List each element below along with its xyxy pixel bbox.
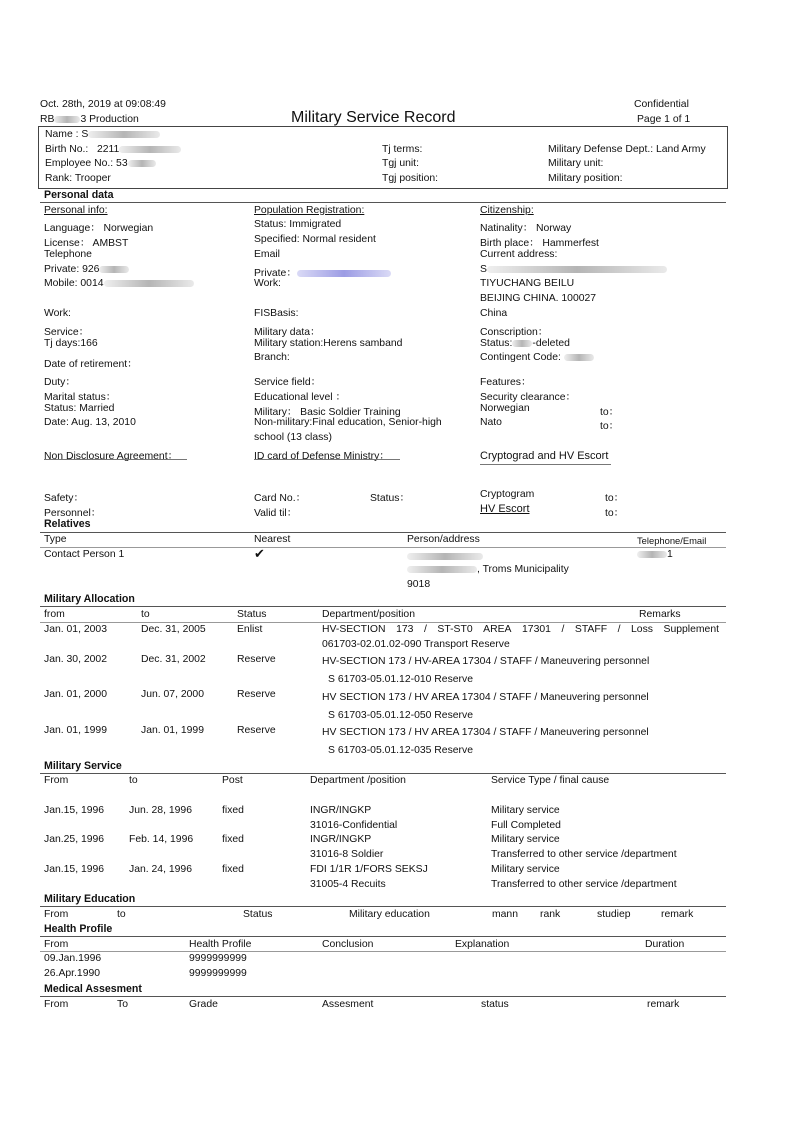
military-position: Military position:	[548, 173, 623, 184]
personnel: Personnel：	[44, 508, 102, 519]
private-phone-label: Private: 926	[44, 264, 100, 275]
tgj-unit: Tgj unit:	[382, 158, 419, 169]
section-divider	[40, 906, 726, 907]
country: China	[480, 308, 508, 319]
employee-label: Employee No.: 53	[45, 158, 128, 169]
section-personal-data: Personal data	[44, 189, 114, 201]
tgj-position: Tgj position:	[382, 173, 439, 184]
education-col-studiep: studiep	[597, 909, 631, 920]
card-number: Card No.：	[254, 493, 306, 504]
name-label: Name : S	[45, 129, 89, 140]
mobile-label: Mobile: 0014	[44, 278, 104, 289]
relative-telephone-suffix: 1	[667, 549, 673, 560]
population-status: Status: Immigrated	[254, 219, 342, 230]
allocation-row-to: Jun. 07, 2000	[141, 689, 204, 700]
table-header-divider	[40, 951, 726, 952]
address-line-2: TIYUCHANG BEILU	[480, 278, 575, 289]
allocation-row-department: HV SECTION 173 / HV AREA 17304 / STAFF / Maneuvering personnel	[322, 727, 649, 738]
service-col-post: Post	[222, 775, 243, 786]
redaction-blur	[88, 131, 160, 138]
allocation-row-department: HV-SECTION 173 / HV-AREA 17304 / STAFF / Maneuvering personnel	[322, 656, 650, 667]
service-row-type: Military service	[491, 834, 560, 845]
department-word: /	[617, 624, 621, 635]
section-health-profile: Health Profile	[44, 923, 113, 935]
page-number: Page 1 of 1	[637, 114, 691, 125]
allocation-row-to: Dec. 31, 2005	[141, 624, 206, 635]
document-title: Military Service Record	[291, 109, 456, 126]
redaction-blur	[119, 146, 181, 153]
service-col-to: to	[129, 775, 138, 786]
redaction-blur	[487, 266, 667, 273]
education-col-rank: rank	[540, 909, 561, 920]
personal-info-heading: Personal info:	[44, 205, 108, 216]
cryptogram: Cryptogram	[480, 489, 535, 500]
print-datetime: Oct. 28th, 2019 at 09:08:49	[40, 99, 166, 110]
allocation-row-status: Reserve	[237, 689, 276, 700]
department-word: 173	[396, 624, 414, 635]
company-name	[40, 114, 139, 125]
education-col-education: Military education	[349, 909, 430, 920]
id-card-defense: ID card of Defense Ministry：	[254, 451, 390, 462]
section-medical-assesment: Medical Assesment	[44, 983, 142, 995]
handwritten-underline	[44, 459, 187, 460]
section-divider	[40, 532, 726, 533]
private-email-label: Private：	[254, 268, 297, 279]
card-status: Status：	[370, 493, 410, 504]
service-row-department: INGR/INGKP	[310, 834, 372, 845]
medical-col-from: From	[44, 999, 69, 1010]
status-married: Status: Married	[44, 403, 115, 414]
educational-level: Educational level ：	[254, 392, 346, 403]
relative-telephone	[637, 549, 673, 560]
population-heading: Population Registration:	[254, 205, 365, 216]
employee-name	[45, 129, 160, 140]
license: License： AMBST	[44, 238, 129, 249]
redaction-blur	[104, 280, 194, 287]
allocation-row-department: HV SECTION 173 / HV AREA 17304 / STAFF / Maneuvering personnel	[322, 692, 649, 703]
medical-col-to: To	[117, 999, 128, 1010]
valid-til: Valid til：	[254, 508, 298, 519]
service-col-type: Service Type / final cause	[491, 775, 610, 786]
department-word: STAFF	[574, 624, 608, 635]
status-deleted	[480, 338, 570, 349]
hv-escort-to: to：	[605, 508, 625, 519]
clearance-norwegian-to: to：	[600, 407, 620, 418]
education-col-status: Status	[243, 909, 273, 920]
clearance-nato-to: to：	[600, 421, 620, 432]
non-disclosure-agreement: Non Disclosure Agreement：	[44, 451, 178, 462]
allocation-col-from: from	[44, 609, 65, 620]
tj-days: Tj days:166	[44, 338, 98, 349]
service-row-to: Jan. 24, 1996	[129, 864, 192, 875]
birth-value: 2211	[96, 144, 120, 155]
private-phone	[44, 264, 129, 275]
allocation-col-status: Status	[237, 609, 267, 620]
address-line-3: BEIJING CHINA. 100027	[480, 293, 597, 304]
service: Service：	[44, 327, 90, 338]
service-row-from: Jan.25, 1996	[44, 834, 105, 845]
rank: Rank: Trooper	[45, 173, 111, 184]
allocation-row-from: Jan. 01, 1999	[44, 725, 107, 736]
service-row-cause: Full Completed	[491, 820, 561, 831]
health-row-from: 26.Apr.1990	[44, 968, 101, 979]
service-row-type: Military service	[491, 805, 560, 816]
section-relatives: Relatives	[44, 518, 91, 530]
population-specified: Specified: Normal resident	[254, 234, 376, 245]
conscription: Conscription：	[480, 327, 549, 338]
marital-status: Marital status：	[44, 392, 117, 403]
health-row-profile: 9999999999	[189, 953, 247, 964]
allocation-col-to: to	[141, 609, 150, 620]
table-header-divider	[40, 622, 726, 623]
mobile-phone	[44, 278, 194, 289]
contingent-code	[480, 352, 594, 363]
allocation-row-position: 061703-02.01.02-090 Transport Reserve	[322, 639, 510, 650]
work-email: Work:	[254, 278, 281, 289]
allocation-row-to: Jan. 01, 1999	[141, 725, 204, 736]
address-line-1-text: S	[480, 264, 487, 275]
service-row-post: fixed	[222, 805, 244, 816]
service-col-from: From	[44, 775, 69, 786]
allocation-row-status: Enlist	[237, 624, 263, 635]
department-word: HV-SECTION	[322, 624, 386, 635]
cryptograd-heading: Cryptograd and HV Escort	[480, 450, 609, 462]
confidential-label: Confidential	[634, 99, 689, 110]
nearest-checkbox: ✔	[254, 546, 265, 561]
language: Language： Norwegian	[44, 223, 154, 234]
service-row-department: FDI 1/1R 1/FORS SEKSJ	[310, 864, 428, 875]
non-military-education-1: Non-military:Final education, Senior-high	[254, 417, 442, 428]
relative-type: Contact Person 1	[44, 549, 125, 560]
handwritten-underline	[480, 464, 611, 465]
health-col-from: From	[44, 939, 69, 950]
allocation-row-status: Reserve	[237, 725, 276, 736]
security-clearance: Security clearance：	[480, 392, 576, 403]
section-military-service: Military Service	[44, 760, 122, 772]
company-suffix: 3 Production	[80, 114, 139, 125]
address-line-1	[480, 264, 667, 275]
defense-dept: Military Defense Dept.: Land Army	[548, 144, 706, 155]
education-col-to: to	[117, 909, 126, 920]
service-row-cause: Transferred to other service /department	[491, 849, 677, 860]
relative-address-2: 9018	[407, 579, 431, 590]
table-header-divider	[40, 547, 726, 548]
relatives-col-telephone: Telephone/Email	[637, 535, 707, 546]
telephone-label: Telephone	[44, 249, 92, 260]
allocation-row-department	[322, 624, 719, 635]
redaction-blur	[407, 551, 483, 562]
education-col-remark: remark	[661, 909, 694, 920]
section-military-education: Military Education	[44, 893, 136, 905]
service-row-type: Military service	[491, 864, 560, 875]
features: Features：	[480, 377, 532, 388]
nationality: Natinality： Norway	[480, 223, 572, 234]
military-training: Military： Basic Soldier Training	[254, 407, 401, 418]
company-prefix: RB	[40, 114, 55, 125]
allocation-row-position: S 61703-05.01.12-050 Reserve	[328, 710, 473, 721]
clearance-norwegian: Norwegian	[480, 403, 530, 414]
section-military-allocation: Military Allocation	[44, 593, 135, 605]
department-word: /	[561, 624, 565, 635]
email-label: Email	[254, 249, 280, 260]
health-col-duration: Duration	[645, 939, 685, 950]
allocation-col-department: Department/position	[322, 609, 415, 620]
employee-number	[45, 158, 156, 169]
redaction-blur	[297, 270, 391, 277]
section-divider	[40, 773, 726, 774]
medical-col-assesment: Assesment	[322, 999, 374, 1010]
branch: Branch:	[254, 352, 290, 363]
service-row-from: Jan.15, 1996	[44, 805, 105, 816]
health-col-explanation: Explanation	[455, 939, 510, 950]
relative-address-1	[407, 564, 569, 575]
service-row-position: 31005-4 Recuits	[310, 879, 386, 890]
duty: Duty：	[44, 377, 76, 388]
service-row-to: Feb. 14, 1996	[129, 834, 194, 845]
date-of-retirement: Date of retirement：	[44, 359, 138, 370]
section-divider	[40, 936, 726, 937]
medical-col-status: status	[481, 999, 509, 1010]
status-deleted-prefix: Status:	[480, 338, 513, 349]
handwritten-underline	[254, 459, 400, 460]
hv-escort: HV Escort	[480, 503, 530, 515]
department-word: Loss	[631, 624, 653, 635]
department-word: AREA	[483, 624, 512, 635]
work: Work:	[44, 308, 71, 319]
section-divider	[40, 606, 726, 607]
allocation-col-remarks: Remarks	[639, 609, 681, 620]
fis-basis: FISBasis:	[254, 308, 299, 319]
relatives-col-nearest: Nearest	[254, 534, 291, 545]
tj-terms: Tj terms:	[382, 144, 423, 155]
health-row-profile: 9999999999	[189, 968, 247, 979]
military-station: Military station:Herens samband	[254, 338, 403, 349]
redaction-blur-bar	[407, 553, 483, 560]
safety: Safety：	[44, 493, 84, 504]
contingent-label: Contingent Code:	[480, 352, 561, 363]
marriage-date: Date: Aug. 13, 2010	[44, 417, 136, 428]
service-row-to: Jun. 28, 1996	[129, 805, 192, 816]
medical-col-remark: remark	[647, 999, 680, 1010]
section-divider	[40, 996, 726, 997]
allocation-row-from: Jan. 30, 2002	[44, 654, 107, 665]
redaction-blur	[564, 354, 594, 361]
service-col-department: Department /position	[310, 775, 406, 786]
allocation-row-position: S 61703-05.01.12-035 Reserve	[328, 745, 473, 756]
service-row-position: 31016-8 Soldier	[310, 849, 384, 860]
current-address-label: Current address:	[480, 249, 558, 260]
redaction-blur	[512, 340, 532, 347]
service-row-position: 31016-Confidential	[310, 820, 398, 831]
birth-place: Birth place： Hammerfest	[480, 238, 599, 249]
health-col-profile: Health Profile	[189, 939, 252, 950]
service-row-from: Jan.15, 1996	[44, 864, 105, 875]
redaction-blur	[54, 116, 80, 123]
allocation-row-position: S 61703-05.01.12-010 Reserve	[328, 674, 473, 685]
relatives-col-person: Person/address	[407, 534, 480, 545]
section-divider	[40, 202, 726, 203]
birth-label: Birth No.:	[45, 144, 89, 155]
department-word: /	[423, 624, 427, 635]
service-row-cause: Transferred to other service /department	[491, 879, 677, 890]
education-col-from: From	[44, 909, 69, 920]
department-word: ST-ST0	[437, 624, 473, 635]
allocation-row-status: Reserve	[237, 654, 276, 665]
non-military-education-2: school (13 class)	[254, 432, 332, 443]
birth-number	[45, 144, 181, 155]
department-word: 17301	[522, 624, 551, 635]
citizenship-heading: Citizenship:	[480, 205, 534, 216]
service-row-department: INGR/INGKP	[310, 805, 372, 816]
relative-address-1-text: , Troms Municipality	[477, 564, 569, 575]
military-unit: Military unit:	[548, 158, 604, 169]
service-field: Service field：	[254, 377, 321, 388]
service-row-post: fixed	[222, 834, 244, 845]
health-row-from: 09.Jan.1996	[44, 953, 102, 964]
relatives-col-type: Type	[44, 534, 67, 545]
service-row-post: fixed	[222, 864, 244, 875]
cryptogram-to: to：	[605, 493, 625, 504]
military-data: Military data：	[254, 327, 321, 338]
redaction-blur	[99, 266, 129, 273]
education-col-mann: mann	[492, 909, 518, 920]
allocation-row-from: Jan. 01, 2003	[44, 624, 107, 635]
redaction-blur	[637, 551, 667, 558]
department-word: Supplement	[663, 624, 719, 635]
allocation-row-to: Dec. 31, 2002	[141, 654, 206, 665]
clearance-nato: Nato	[480, 417, 502, 428]
medical-col-grade: Grade	[189, 999, 218, 1010]
redaction-blur	[407, 566, 477, 573]
status-deleted-suffix: -deleted	[532, 338, 570, 349]
allocation-row-from: Jan. 01, 2000	[44, 689, 107, 700]
health-col-conclusion: Conclusion	[322, 939, 374, 950]
redaction-blur	[128, 160, 156, 167]
private-email	[254, 264, 391, 279]
